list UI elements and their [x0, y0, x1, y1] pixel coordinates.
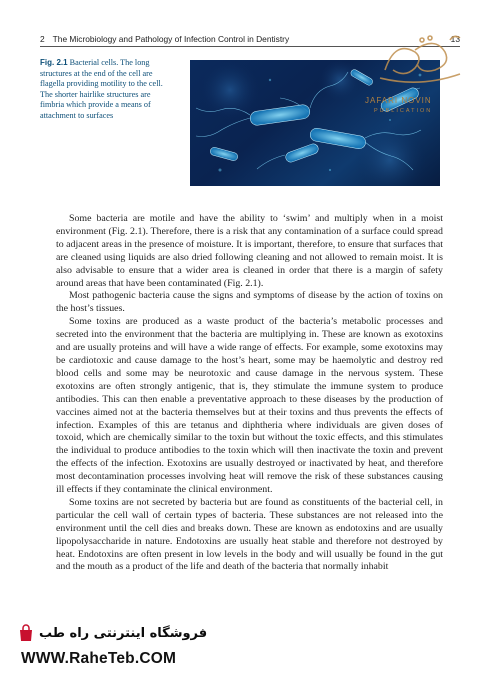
publisher-name: JAFARI NOVIN	[365, 96, 432, 105]
paragraph-4: Some toxins are not secreted by bacteria but are found as constituents of the bacterial cell, in particular the cell wall of certain types of bacteria. These substances are not released into the environment until the cell dies and breaks down. These are known as endotoxins and are usually lipopolysaccharide in nature. Endotoxins are usually heat stable and therefore not destroyed by heat. Endotoxins are often present in low levels in the body and will usually be found in the gut and the mouth as a product of the life and death of the bacteria that normally inhabit	[56, 496, 443, 573]
paragraph-2: Most pathogenic bacteria cause the signs and symptoms of disease by the action of toxins on the host’s tissues.	[56, 290, 443, 315]
store-name: فروشگاه اینترنتی راه طب	[36, 626, 210, 641]
figure-caption	[40, 58, 166, 122]
running-head-left	[40, 34, 289, 44]
shopping-bag-icon	[18, 624, 34, 642]
store-banner[interactable]	[0, 612, 250, 692]
publisher-logo-icon	[360, 30, 470, 96]
chapter-number: 2	[40, 34, 45, 44]
publisher-sub: PUBLICATION	[374, 108, 433, 114]
paragraph-1: Some bacteria are motile and have the ability to ‘swim’ and multiply when in a moist environment (Fig. 2.1). Therefore, there is a risk that any contamination of a surface could spread to adjacent areas in the presence of moisture. It is important, therefore, to ensure that surfaces that are cleaned using liquids are also dried following cleaning and not allowed to remain moist. It is also advisable to ensure that a wider area is cleaned in order that there is a margin of safety around areas that have been contaminated (Fig. 2.1).	[56, 213, 443, 289]
page-number: 13	[450, 34, 460, 44]
figure-label: Fig. 2.1	[40, 58, 68, 67]
figure-caption-text: Bacterial cells. The long structures at the end of the cell are flagella providing motility to the cell. The shorter hairlike structures are fimbria which provide a means of attachment to surfaces	[40, 58, 163, 120]
store-url-link[interactable]: WWW.RaheTeb.COM	[18, 650, 179, 668]
body-text	[56, 213, 443, 574]
publisher-watermark	[360, 30, 470, 120]
chapter-title: The Microbiology and Pathology of Infection Control in Dentistry	[52, 34, 290, 44]
paragraph-3: Some toxins are produced as a waste product of the bacteria’s metabolic processes and secreted into the environment that the bacteria are multiplying in. These are known as exotoxins and are usually proteins and will have a wide range of effects. For example, some exotoxins may be cardiotoxic and cause damage to the host’s heart, some may be haemolytic and destroy red blood cells and some may be neurotoxic and cause damage in the nervous system. These exotoxins are often strongly antigenic, that is, they stimulate the immune system to produce antibodies. This can then enable a preventative approach to these diseases by the production of vaccines aimed not at the bacteria themselves but at their toxins and thus prevents the effects of infection. Examples of this are tetanus and diphtheria where individuals are given doses of toxoid, which are chemically similar to the toxin but without the toxic effects, and this stimulates the individual to produce antibodies to the toxin which will then inactivate the toxin and prevent the effects of the infection. Exotoxins are usually destroyed or inactivated by heat, and therefore most decontamination processes involving heat will remove the risk of these substances causing ill effects if they contaminate the clinical environment.	[56, 316, 443, 496]
